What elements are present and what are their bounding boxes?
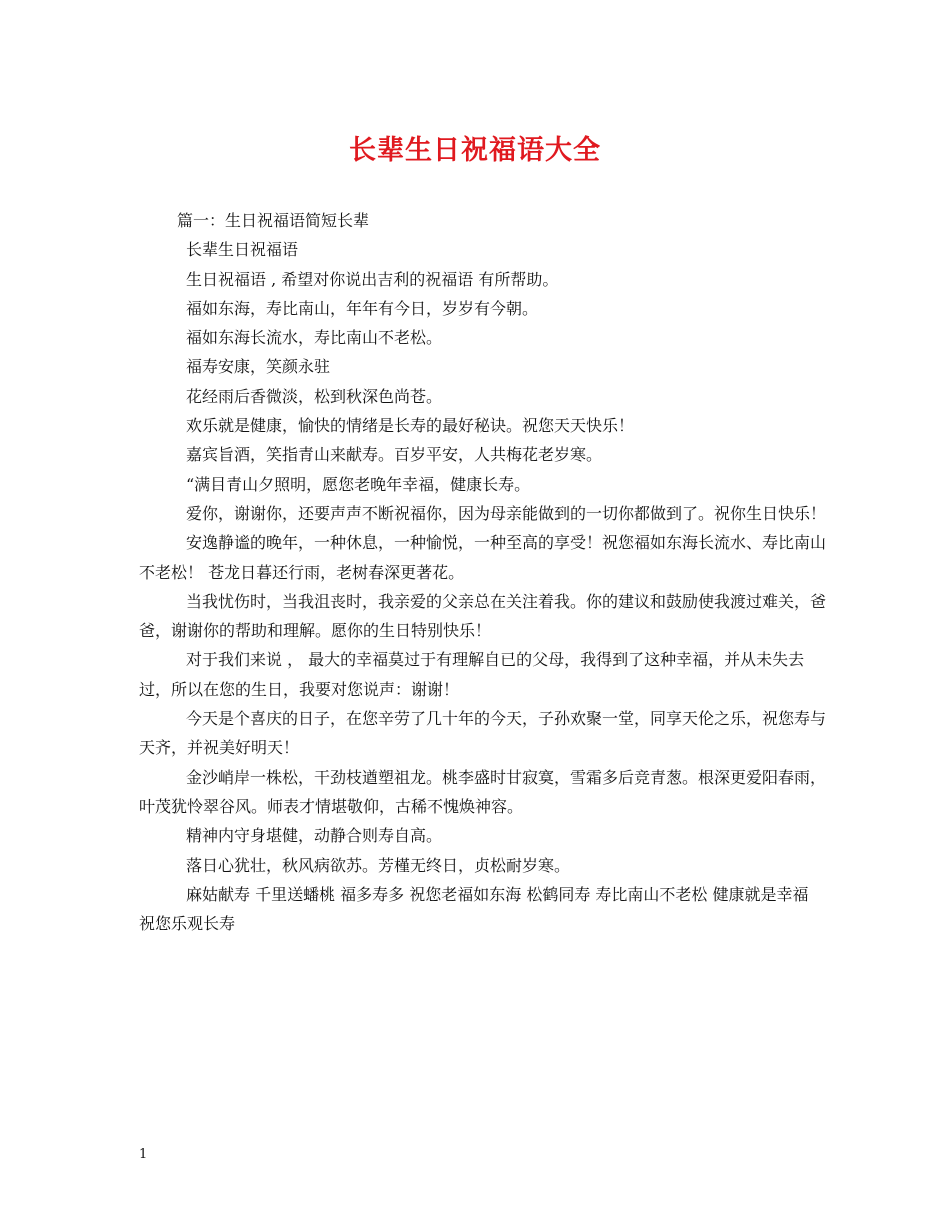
paragraph: 金沙峭岸一株松，干劲枝遒塑祖龙。桃李盛时甘寂寞，雪霜多后竞青葱。根深更爱阳春雨，叶茂犹怜翠谷风。师表才情堪敬仰，古稀不愧焕神容。 (139, 767, 827, 816)
paragraph: 生日祝福语 , 希望对你说出吉利的祝福语 有所帮助。 (186, 269, 559, 289)
paragraph: 花经雨后香微淡，松到秋深色尚苍。 (186, 386, 443, 406)
paragraph: 麻姑献寿 千里送蟠桃 福多寿多 祝您老福如东海 松鹤同寿 寿比南山不老松 健康就是幸福 祝您乐观长寿 (139, 884, 809, 934)
paragraph: 长辈生日祝福语 (186, 240, 299, 260)
page-number: 1 (139, 1147, 148, 1162)
paragraph: 爱你，谢谢你，还要声声不断祝福你，因为母亲能做到的一切你都做到了。祝你生日快乐！ (186, 503, 827, 523)
paragraph: 对于我们来说 ， 最大的幸福莫过于有理解自已的父母，我得到了这种幸福，并从未失去过，所以在您的生日，我要对您说声：谢谢！ (139, 650, 805, 699)
paragraph: 今天是个喜庆的日子，在您辛劳了几十年的今天，子孙欢聚一堂，同享天伦之乐，祝您寿与天齐，并祝美好明天！ (139, 709, 827, 758)
paragraph: 精神内守身堪健，动静合则寿自高。 (186, 826, 443, 846)
paragraph: 安逸静谧的晚年，一种休息，一种愉悦，一种至高的享受！祝您福如东海长流水、寿比南山不老松！ 苍龙日暮还行雨，老树春深更著花。 (139, 533, 827, 582)
paragraph: 落日心犹壮，秋风病欲苏。芳槿无终日，贞松耐岁寒。 (186, 855, 571, 875)
paragraph: 福如东海长流水，寿比南山不老松。 (186, 328, 443, 348)
paragraph: 欢乐就是健康，愉快的情绪是长寿的最好秘诀。祝您天天快乐！ (186, 416, 635, 436)
document-title: 长辈生日祝福语大全 (349, 135, 601, 166)
paragraph: 嘉宾旨酒，笑指青山来献寿。百岁平安，人共梅花老岁寒。 (186, 445, 603, 465)
paragraph: “满目青山夕照明，愿您老晚年幸福，健康长寿。 (186, 474, 531, 494)
paragraph: 篇一：生日祝福语简短长辈 (177, 211, 370, 230)
document-body (139, 206, 829, 938)
paragraph: 福如东海，寿比南山，年年有今日，岁岁有今朝。 (186, 298, 539, 318)
paragraph: 当我忧伤时，当我沮丧时，我亲爱的父亲总在关注着我。你的建议和鼓励使我渡过难关，爸爸，谢谢你的帮助和理解。愿你的生日特别快乐！ (139, 591, 827, 641)
paragraph: 福寿安康，笑颜永驻 (186, 357, 331, 377)
